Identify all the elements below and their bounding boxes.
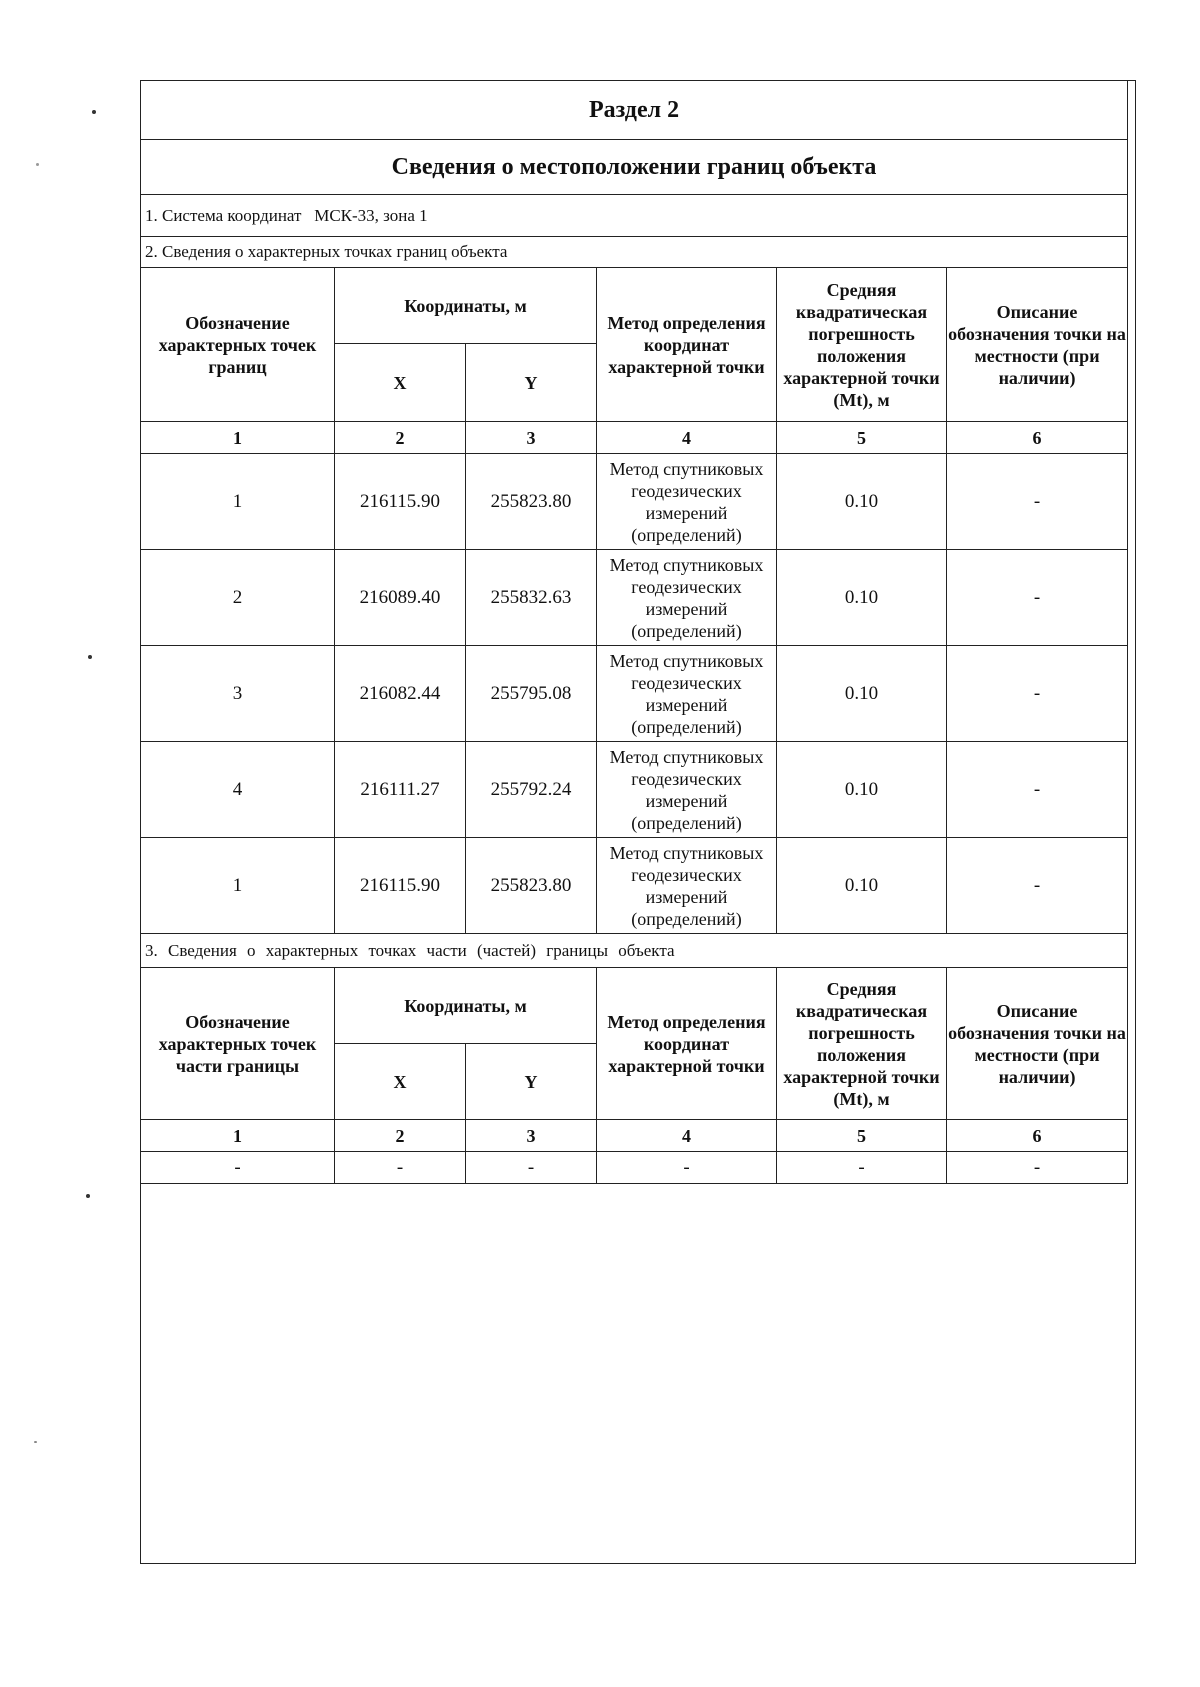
section-title: Раздел 2 [141, 81, 1128, 140]
col-number: 3 [466, 422, 597, 454]
coord-system [141, 195, 1128, 237]
scan-speck [88, 655, 92, 659]
scan-speck [34, 1441, 37, 1443]
table2-header-y: Y [466, 1044, 597, 1120]
table2-caption: 3. Сведения о характерных точках части (частей) границы объекта [141, 934, 1128, 968]
table1-caption-row [141, 237, 1128, 268]
cell-point: 4 [141, 742, 335, 838]
table1-header-method: Метод определения координат характерной точки [597, 268, 777, 422]
table2-header-coords: Координаты, м [335, 968, 597, 1044]
coord-system-row [141, 195, 1128, 237]
col-number: 2 [335, 1120, 466, 1152]
cell-y: 255792.24 [466, 742, 597, 838]
cell-method: Метод спутниковых геодезических измерений (определений) [597, 742, 777, 838]
table1-caption: 2. Сведения о характерных точках границ объекта [141, 237, 1128, 268]
cell-y: 255823.80 [466, 838, 597, 934]
cell-desc: - [947, 454, 1128, 550]
cell-point: 3 [141, 646, 335, 742]
table1-header-y: Y [466, 344, 597, 422]
cell-mt: 0.10 [777, 646, 947, 742]
section-subtitle-row [141, 140, 1128, 195]
cell-method: Метод спутниковых геодезических измерений (определений) [597, 646, 777, 742]
table-row [141, 742, 1128, 838]
table-row [141, 550, 1128, 646]
cell-x: 216115.90 [335, 454, 466, 550]
col-number: 3 [466, 1120, 597, 1152]
cell-point: 2 [141, 550, 335, 646]
table1-header-x: X [335, 344, 466, 422]
table2-header-mt: Средняя квадратическая погрешность положения характерной точки (Mt), м [777, 968, 947, 1120]
cell-mt: 0.10 [777, 742, 947, 838]
table1-header-row [141, 268, 1128, 344]
cell-x: 216111.27 [335, 742, 466, 838]
cell-desc: - [947, 742, 1128, 838]
cell-point: 1 [141, 454, 335, 550]
cell-desc: - [947, 1152, 1128, 1184]
cell-mt: 0.10 [777, 454, 947, 550]
table-row [141, 838, 1128, 934]
coord-system-label: 1. Система координат [145, 205, 302, 225]
table1-col-numbers [141, 422, 1128, 454]
cell-x: 216115.90 [335, 838, 466, 934]
col-number: 4 [597, 1120, 777, 1152]
col-number: 6 [947, 422, 1128, 454]
table1-header-coords: Координаты, м [335, 268, 597, 344]
cell-y: 255823.80 [466, 454, 597, 550]
col-number: 5 [777, 422, 947, 454]
col-number: 1 [141, 422, 335, 454]
table2-header-row [141, 968, 1128, 1044]
document-frame [140, 80, 1136, 1564]
table1-header-desc: Описание обозначения точки на местности (при наличии) [947, 268, 1128, 422]
col-number: 1 [141, 1120, 335, 1152]
cell-desc: - [947, 838, 1128, 934]
cell-method: Метод спутниковых геодезических измерений (определений) [597, 454, 777, 550]
table-row [141, 1152, 1128, 1184]
cell-y: 255795.08 [466, 646, 597, 742]
cell-x: 216082.44 [335, 646, 466, 742]
table2-header-desc: Описание обозначения точки на местности (при наличии) [947, 968, 1128, 1120]
table-row [141, 454, 1128, 550]
scan-speck [86, 1194, 90, 1198]
cell-point: - [141, 1152, 335, 1184]
cell-desc: - [947, 646, 1128, 742]
col-number: 2 [335, 422, 466, 454]
cell-point: 1 [141, 838, 335, 934]
table1-header-point: Обозначение характерных точек границ [141, 268, 335, 422]
col-number: 5 [777, 1120, 947, 1152]
col-number: 6 [947, 1120, 1128, 1152]
table2-header-x: X [335, 1044, 466, 1120]
cell-mt: - [777, 1152, 947, 1184]
section-title-row [141, 81, 1128, 140]
cell-y: - [466, 1152, 597, 1184]
col-number: 4 [597, 422, 777, 454]
cell-x: 216089.40 [335, 550, 466, 646]
table-row [141, 646, 1128, 742]
boundary-table [140, 80, 1128, 1184]
cell-method: - [597, 1152, 777, 1184]
table2-header-point: Обозначение характерных точек части границы [141, 968, 335, 1120]
cell-mt: 0.10 [777, 838, 947, 934]
table2-header-method: Метод определения координат характерной точки [597, 968, 777, 1120]
cell-method: Метод спутниковых геодезических измерений (определений) [597, 838, 777, 934]
table1-header-mt: Средняя квадратическая погрешность положения характерной точки (Mt), м [777, 268, 947, 422]
table2-caption-row [141, 934, 1128, 968]
cell-y: 255832.63 [466, 550, 597, 646]
section-subtitle: Сведения о местоположении границ объекта [141, 140, 1128, 195]
cell-x: - [335, 1152, 466, 1184]
scan-speck [92, 110, 96, 114]
cell-desc: - [947, 550, 1128, 646]
scan-speck [36, 163, 39, 166]
cell-mt: 0.10 [777, 550, 947, 646]
cell-method: Метод спутниковых геодезических измерений (определений) [597, 550, 777, 646]
table2-col-numbers [141, 1120, 1128, 1152]
coord-system-value: МСК-33, зона 1 [314, 205, 428, 225]
